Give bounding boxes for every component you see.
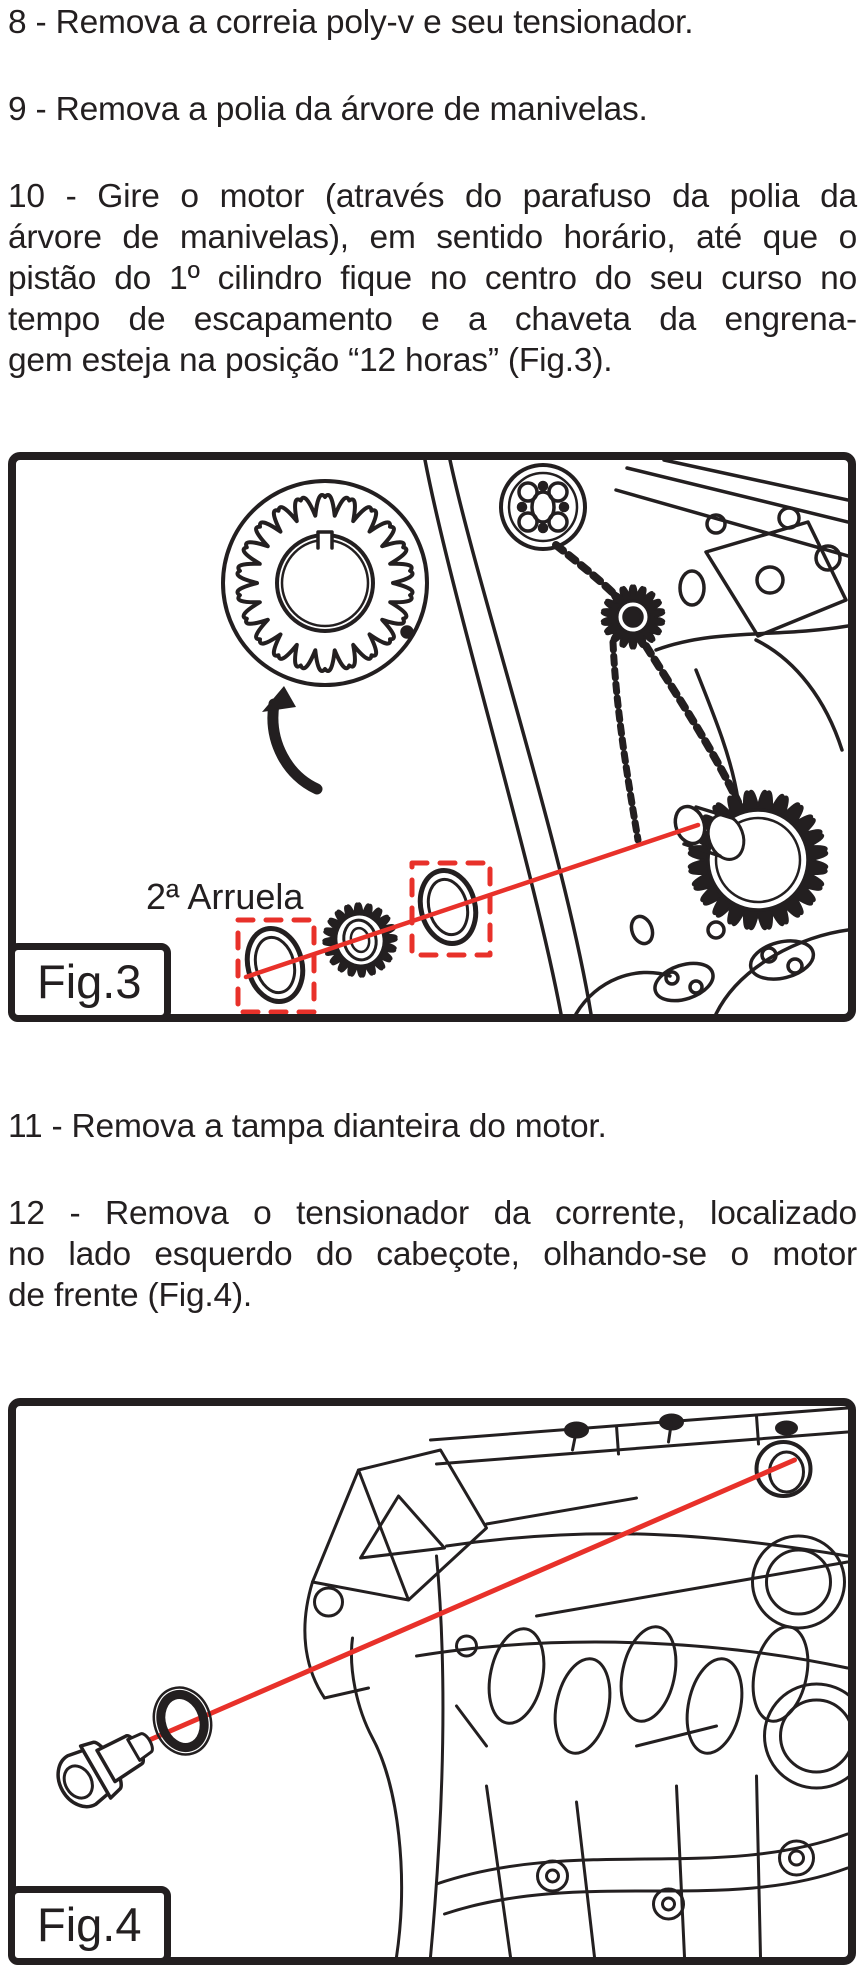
washer-annotation: 2ª Arruela	[146, 876, 304, 917]
tensioner-parts	[48, 1442, 811, 1817]
tensioner-bolt	[48, 1715, 165, 1817]
step-8-line: 8 - Remova a correia poly-v e seu tensionador.	[8, 4, 694, 41]
step-9-line: 9 - Remova a polia da árvore de manivelas.	[8, 91, 648, 128]
step-10-line-3: pistão do 1º cilindro fique no centro do seu curso no	[8, 260, 857, 297]
instruction-step-8	[8, 2, 857, 43]
figure-3	[8, 452, 856, 1022]
step-12-line-2: no lado esquerdo do cabeçote, olhando-se o motor	[8, 1236, 857, 1273]
step-10-line-4: tempo de escapamento e a chaveta da engrena-	[8, 301, 857, 338]
step-10-line-2: árvore de manivelas), em sentido horário, até que o	[8, 219, 857, 256]
step-12-line-1: 12 - Remova o tensionador da corrente, localizado	[8, 1195, 857, 1232]
step-12-line-3: de frente (Fig.4).	[8, 1277, 253, 1314]
step-10-line-1: 10 - Gire o motor (através do parafuso da polia da	[8, 178, 857, 215]
install-arrow-head	[262, 686, 296, 712]
instruction-step-11	[8, 1106, 857, 1147]
step-10-line-5: gem esteja na posição “12 horas” (Fig.3).	[8, 342, 613, 379]
figure-3-label: Fig.3	[8, 943, 171, 1022]
timing-gear-teeth	[237, 495, 412, 671]
instruction-step-9	[8, 89, 857, 130]
instruction-step-10	[8, 176, 857, 381]
step-11-line: 11 - Remova a tampa dianteira do motor.	[8, 1108, 607, 1145]
fig4-drawing	[16, 1406, 848, 1957]
removed-parts-drawing	[223, 481, 483, 1007]
fig3-drawing	[16, 460, 848, 1014]
figure-4-label: Fig.4	[8, 1886, 171, 1965]
timing-mark-dot	[402, 627, 412, 637]
install-arrow	[273, 704, 317, 789]
figure-4	[8, 1398, 856, 1965]
tensioner-seal-ring	[145, 1680, 219, 1762]
tensioner-leader-line	[143, 1460, 795, 1743]
axis-leader-line	[246, 825, 698, 977]
instruction-step-12	[8, 1193, 857, 1316]
